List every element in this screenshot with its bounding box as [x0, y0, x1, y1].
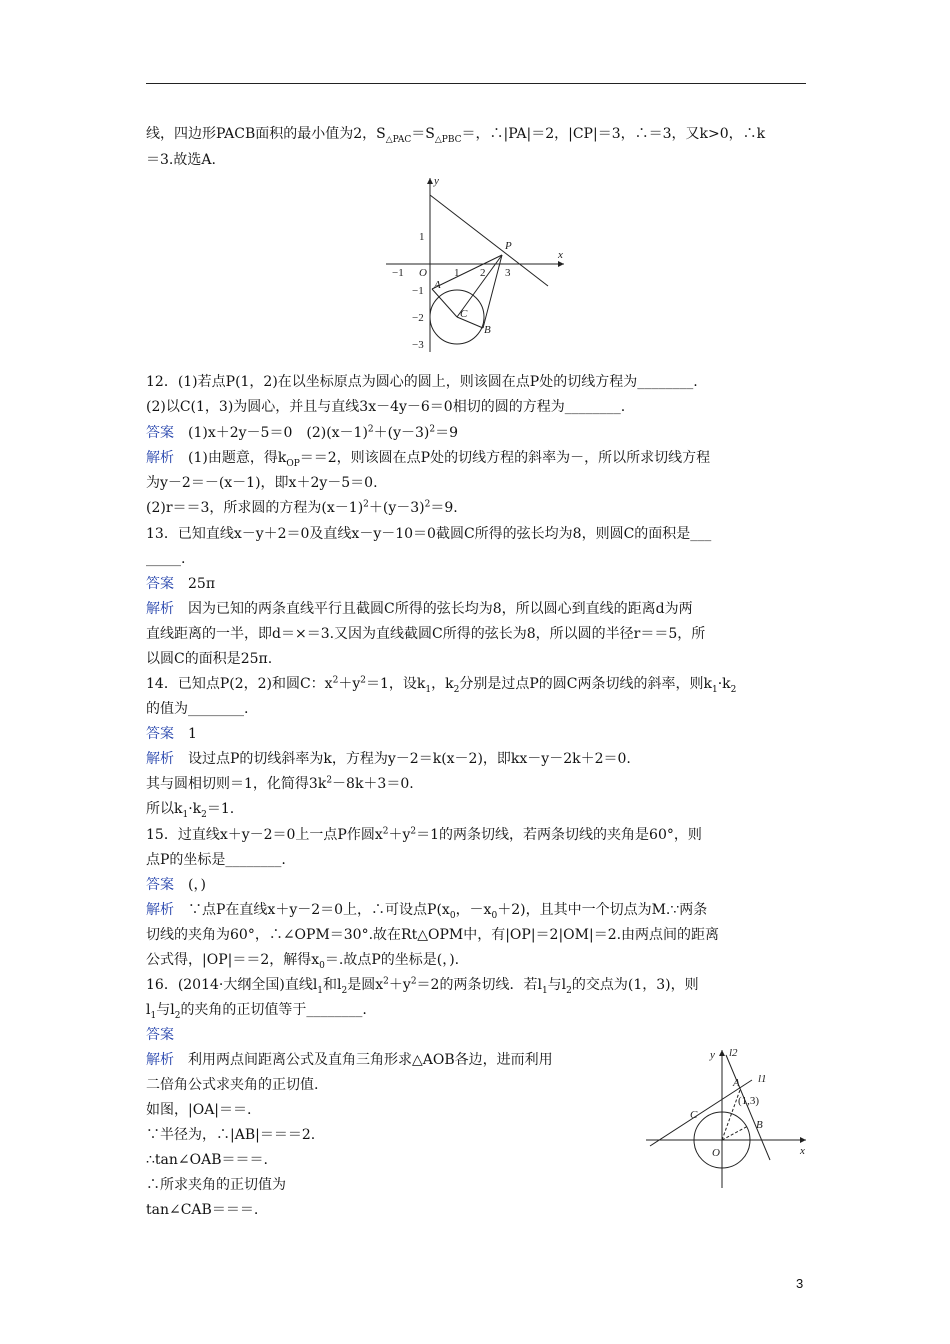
axis-label-y: y [434, 175, 439, 187]
text-line: ∴所求夹角的正切值为 [146, 1177, 286, 1193]
page-number: 3 [796, 1276, 804, 1291]
tick-label: 2 [480, 267, 486, 279]
y-arrow [719, 1050, 725, 1056]
text-line: 点P的坐标是________. [146, 852, 286, 868]
text-line: $l_1$与$l_2$的夹角的正切值等于________. [146, 1002, 367, 1021]
text-line: 14．已知点P(2，2)和圆C：$x^2+y^2=1$，设$k_1$，$k_2$分别是过点P的圆C两条切线的斜率，则$k_1\cdot k_2$ [146, 675, 737, 695]
text-line: ＝3.故选A. [146, 152, 216, 168]
tick-label: −2 [412, 312, 424, 324]
text-line: 公式得，|OP|＝＝2，解得$x_0=$.故点P的坐标是(，). [146, 952, 460, 971]
analysis-line [146, 1050, 553, 1070]
point-label: B [484, 324, 491, 336]
text-line: 线，四边形PACB面积的最小值为2，$S_{\triangle PAC}=S_{\triangle PBC}=$，∴|PA|＝2，|CP|＝3，∴＝3，又k>0，∴k [146, 126, 766, 145]
analysis-line [146, 749, 631, 769]
x-arrow [800, 1137, 806, 1143]
tick-label: 1 [454, 267, 460, 279]
text-line: ∴tan∠OAB＝＝＝. [146, 1152, 268, 1168]
coord-label: (1,3) [738, 1095, 760, 1107]
text-line: 所以$k_1\cdot k_2=1$. [146, 801, 235, 820]
line-l2 [650, 1080, 752, 1146]
answer-label: 答案 [146, 1027, 174, 1043]
analysis-label: 解析 [146, 601, 174, 617]
answer-label: 答案 [146, 877, 174, 893]
analysis-label: 解析 [146, 1052, 174, 1068]
header-rule [146, 83, 806, 84]
answer-label: 答案 [146, 425, 174, 441]
axis-label-x: x [558, 249, 563, 261]
answer-label: 答案 [146, 726, 174, 742]
answer-line [146, 574, 215, 594]
answer-line [146, 1025, 174, 1045]
analysis-text: 因为已知的两条直线平行且截圆C所得的弦长均为8，所以圆心到直线的距离d为两 [188, 601, 693, 617]
point-label: A [434, 279, 441, 291]
text-line: 二倍角公式求夹角的正切值. [146, 1077, 319, 1093]
text-line: 其与圆相切则＝1，化简得$3k^2-8k+3=0$. [146, 775, 414, 792]
point-label: A [733, 1077, 740, 1089]
segment-pb [483, 255, 502, 328]
text-line: 12．(1)若点P(1，2)在以坐标原点为圆心的圆上，则该圆在点P处的切线方程为________. [146, 374, 698, 390]
analysis-text: 利用两点间距离公式及直角三角形求△AOB各边，进而利用 [188, 1052, 553, 1068]
analysis-label: 解析 [146, 902, 174, 918]
text-line: 直线距离的一半，即d＝×＝3.又因为直线截圆C所得的弦长为8，所以圆的半径r＝＝5，所 [146, 626, 706, 642]
line-label: l2 [729, 1047, 738, 1059]
line-label: l1 [758, 1073, 767, 1085]
point-label: P [505, 240, 512, 252]
text-line: 切线的夹角为60°，∴∠OPM＝30°.故在Rt△OPM中，有|OP|＝2|OM|＝2.由两点间的距离 [146, 927, 720, 943]
line-l1 [726, 1055, 770, 1160]
text-line: 如图，|OA|＝＝. [146, 1102, 252, 1118]
text-line: ∵半径为，∴|AB|＝＝＝2. [146, 1127, 316, 1143]
text-line: 为y－2＝－(x－1)，即x＋2y－5＝0. [146, 475, 378, 491]
tick-label: −3 [412, 339, 424, 351]
answer-value: 1 [188, 726, 197, 742]
text-line: 以圆C的面积是25π. [146, 651, 273, 667]
axis-label-x: x [800, 1145, 805, 1157]
text-line: (2)r＝＝3，所求圆的方程为$(x-1)^2+(y-3)^2=9$. [146, 499, 458, 516]
figure-two-tangents [640, 1040, 815, 1190]
analysis-label: 解析 [146, 751, 174, 767]
text-line: 的值为________. [146, 701, 249, 717]
point-label: C [690, 1109, 698, 1121]
analysis-line: 解析 ∵点P在直线x＋y－2＝0上，∴可设点$P(x_0$，$-x_0+2$)，且其中一个切点为M.∵两条 [146, 902, 708, 921]
answer-value: (，) [188, 877, 206, 893]
figure-tangent-circle [380, 172, 570, 354]
analysis-label: 解析 [146, 450, 174, 466]
text-line: 13．已知直线x－y＋2＝0及直线x－y－10＝0截圆C所得的弦长均为8，则圆C的面积是___ [146, 526, 712, 542]
segment-pa [432, 255, 502, 289]
analysis-text: 设过点P的切线斜率为k，方程为y－2＝k(x－2)，即kx－y－2k＋2＝0. [188, 751, 631, 767]
answer-value: 25π [188, 576, 216, 592]
text-line: 16．(2014·大纲全国)直线$l_1$和$l_2$是圆$x^2+y^2=2$的两条切线．若$l_1$与$l_2$的交点为(1，3)，则 [146, 976, 699, 996]
answer-line: 答案 (1)x＋2y－5＝0 $(2)(x-1)^2+(y-3)^2=9$ [146, 424, 459, 441]
tick-label: −1 [392, 267, 404, 279]
tick-label: 1 [419, 231, 425, 243]
answer-label: 答案 [146, 576, 174, 592]
text-line: tan∠CAB＝＝＝. [146, 1202, 259, 1218]
analysis-line: 解析 (1)由题意，得$k_{OP}==2$，则该圆在点P处的切线方程的斜率为－，所以所求切线方程 [146, 450, 711, 469]
analysis-line [146, 599, 693, 619]
origin-label: O [419, 267, 427, 279]
axis-label-y: y [710, 1049, 715, 1061]
text-line: _____. [146, 551, 186, 567]
tick-label: 3 [505, 267, 511, 279]
y-arrow [427, 178, 433, 184]
point-label: B [756, 1119, 763, 1131]
text-line: 15．过直线x＋y－2＝0上一点P作圆$x^2+y^2=1$的两条切线，若两条切线的夹角是60°，则 [146, 826, 702, 843]
point-label: C [460, 308, 468, 320]
answer-line [146, 724, 197, 744]
tick-label: −1 [412, 285, 424, 297]
answer-line [146, 875, 206, 895]
text-line: (2)以C(1，3)为圆心，并且与直线3x－4y－6＝0相切的圆的方程为________. [146, 399, 626, 415]
origin-label: O [712, 1147, 720, 1159]
x-arrow [558, 261, 564, 267]
